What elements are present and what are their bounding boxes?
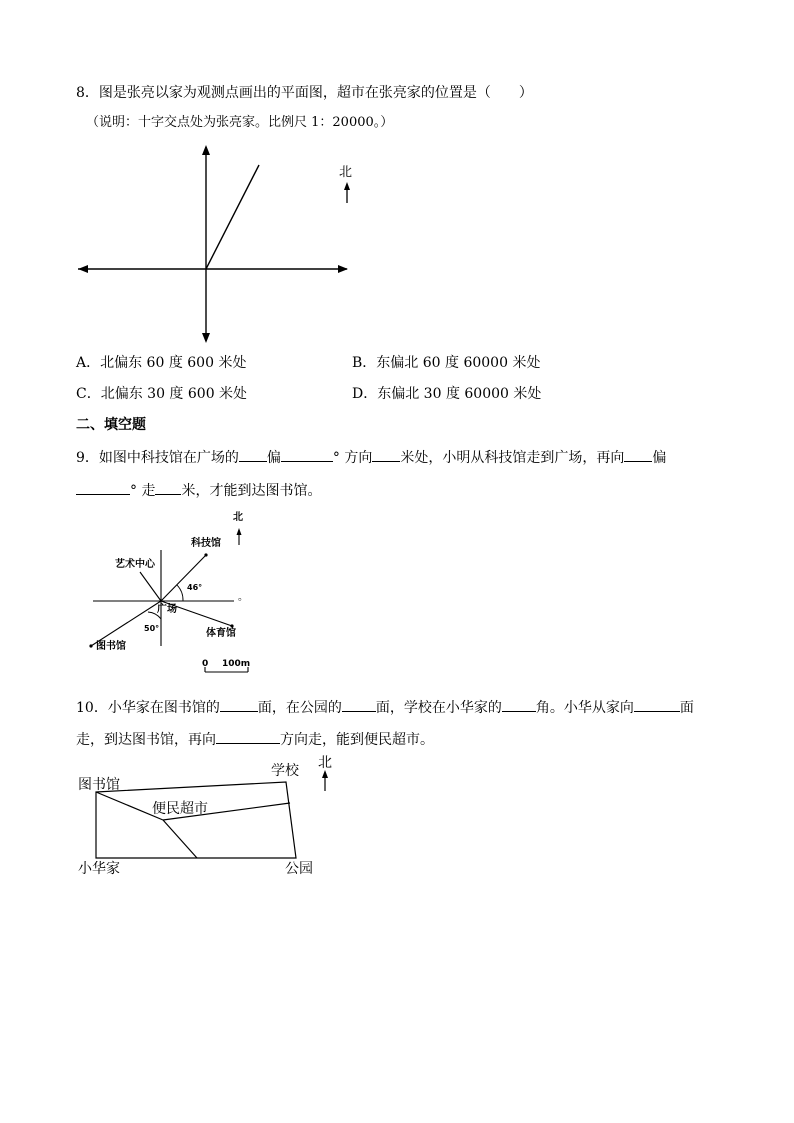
label-school: 学校 [271,763,299,779]
label-xiaohua-home: 小华家 [78,861,120,877]
label-kejiguan: 科技馆 [191,538,221,549]
q10-text-1: 10．小华家在图书馆的 [76,700,220,716]
label-library: 图书馆 [78,777,120,793]
q8-note: （说明：十字交点处为张亮家。比例尺 1：20000。） [86,115,394,130]
path-market-south [163,820,197,858]
label-scale-100: 100m [222,659,251,669]
section-title: 二、填空题 [76,417,146,433]
q10-text-6: 走，到达图书馆，再向 [76,732,216,748]
q9-text-6: ° 走 [130,483,156,499]
q10-text-5: 面 [679,700,694,716]
label-tushuguan: 图书馆 [96,641,126,652]
outer-boundary [96,782,296,858]
q8-option-c[interactable]: C．北偏东 30 度 600 米处 [76,386,248,402]
label-yishu: 艺术中心 [115,559,155,570]
q10-text-2: 面，在公园的 [257,700,342,716]
q9-text-5: 偏 [652,450,667,466]
q8-option-d[interactable]: D．东偏北 30 度 60000 米处 [352,386,542,402]
label-supermarket: 便民超市 [152,801,208,817]
q9-text-3: ° 方向 [332,450,373,466]
q9-north-label: 北 [233,512,243,523]
q9-text-2: 偏 [266,450,281,466]
label-scale-0: 0 [202,659,209,669]
q8-option-a[interactable]: A．北偏东 60 度 600 米处 [76,355,247,371]
q10-text-3: 面，学校在小华家的 [375,700,502,716]
q8-option-b[interactable]: B．东偏北 60 度 60000 米处 [352,355,541,371]
label-angle-50: 50° [144,624,160,633]
q8-stem: 8．图是张亮以家为观测点画出的平面图，超市在张亮家的位置是（ ） [76,85,533,101]
label-angle-46: 46° [187,583,203,592]
label-guangchang: 广场 [157,604,177,615]
q8-north-label: 北 [339,165,353,180]
label-park: 公园 [285,861,313,877]
q10-north-label: 北 [318,755,332,771]
label-dot: 。 [238,592,248,603]
q9-text-4: 米处，小明从科技馆走到广场，再向 [400,450,625,466]
q9-text-1: 9．如图中科技馆在广场的 [76,450,239,466]
q10-text-4: 角。小华从家向 [535,700,634,716]
label-tiyuguan: 体育馆 [206,628,236,639]
q10-text-7: 方向走，能到便民超市。 [280,732,434,748]
q9-text-7: 米，才能到达图书馆。 [181,483,322,499]
